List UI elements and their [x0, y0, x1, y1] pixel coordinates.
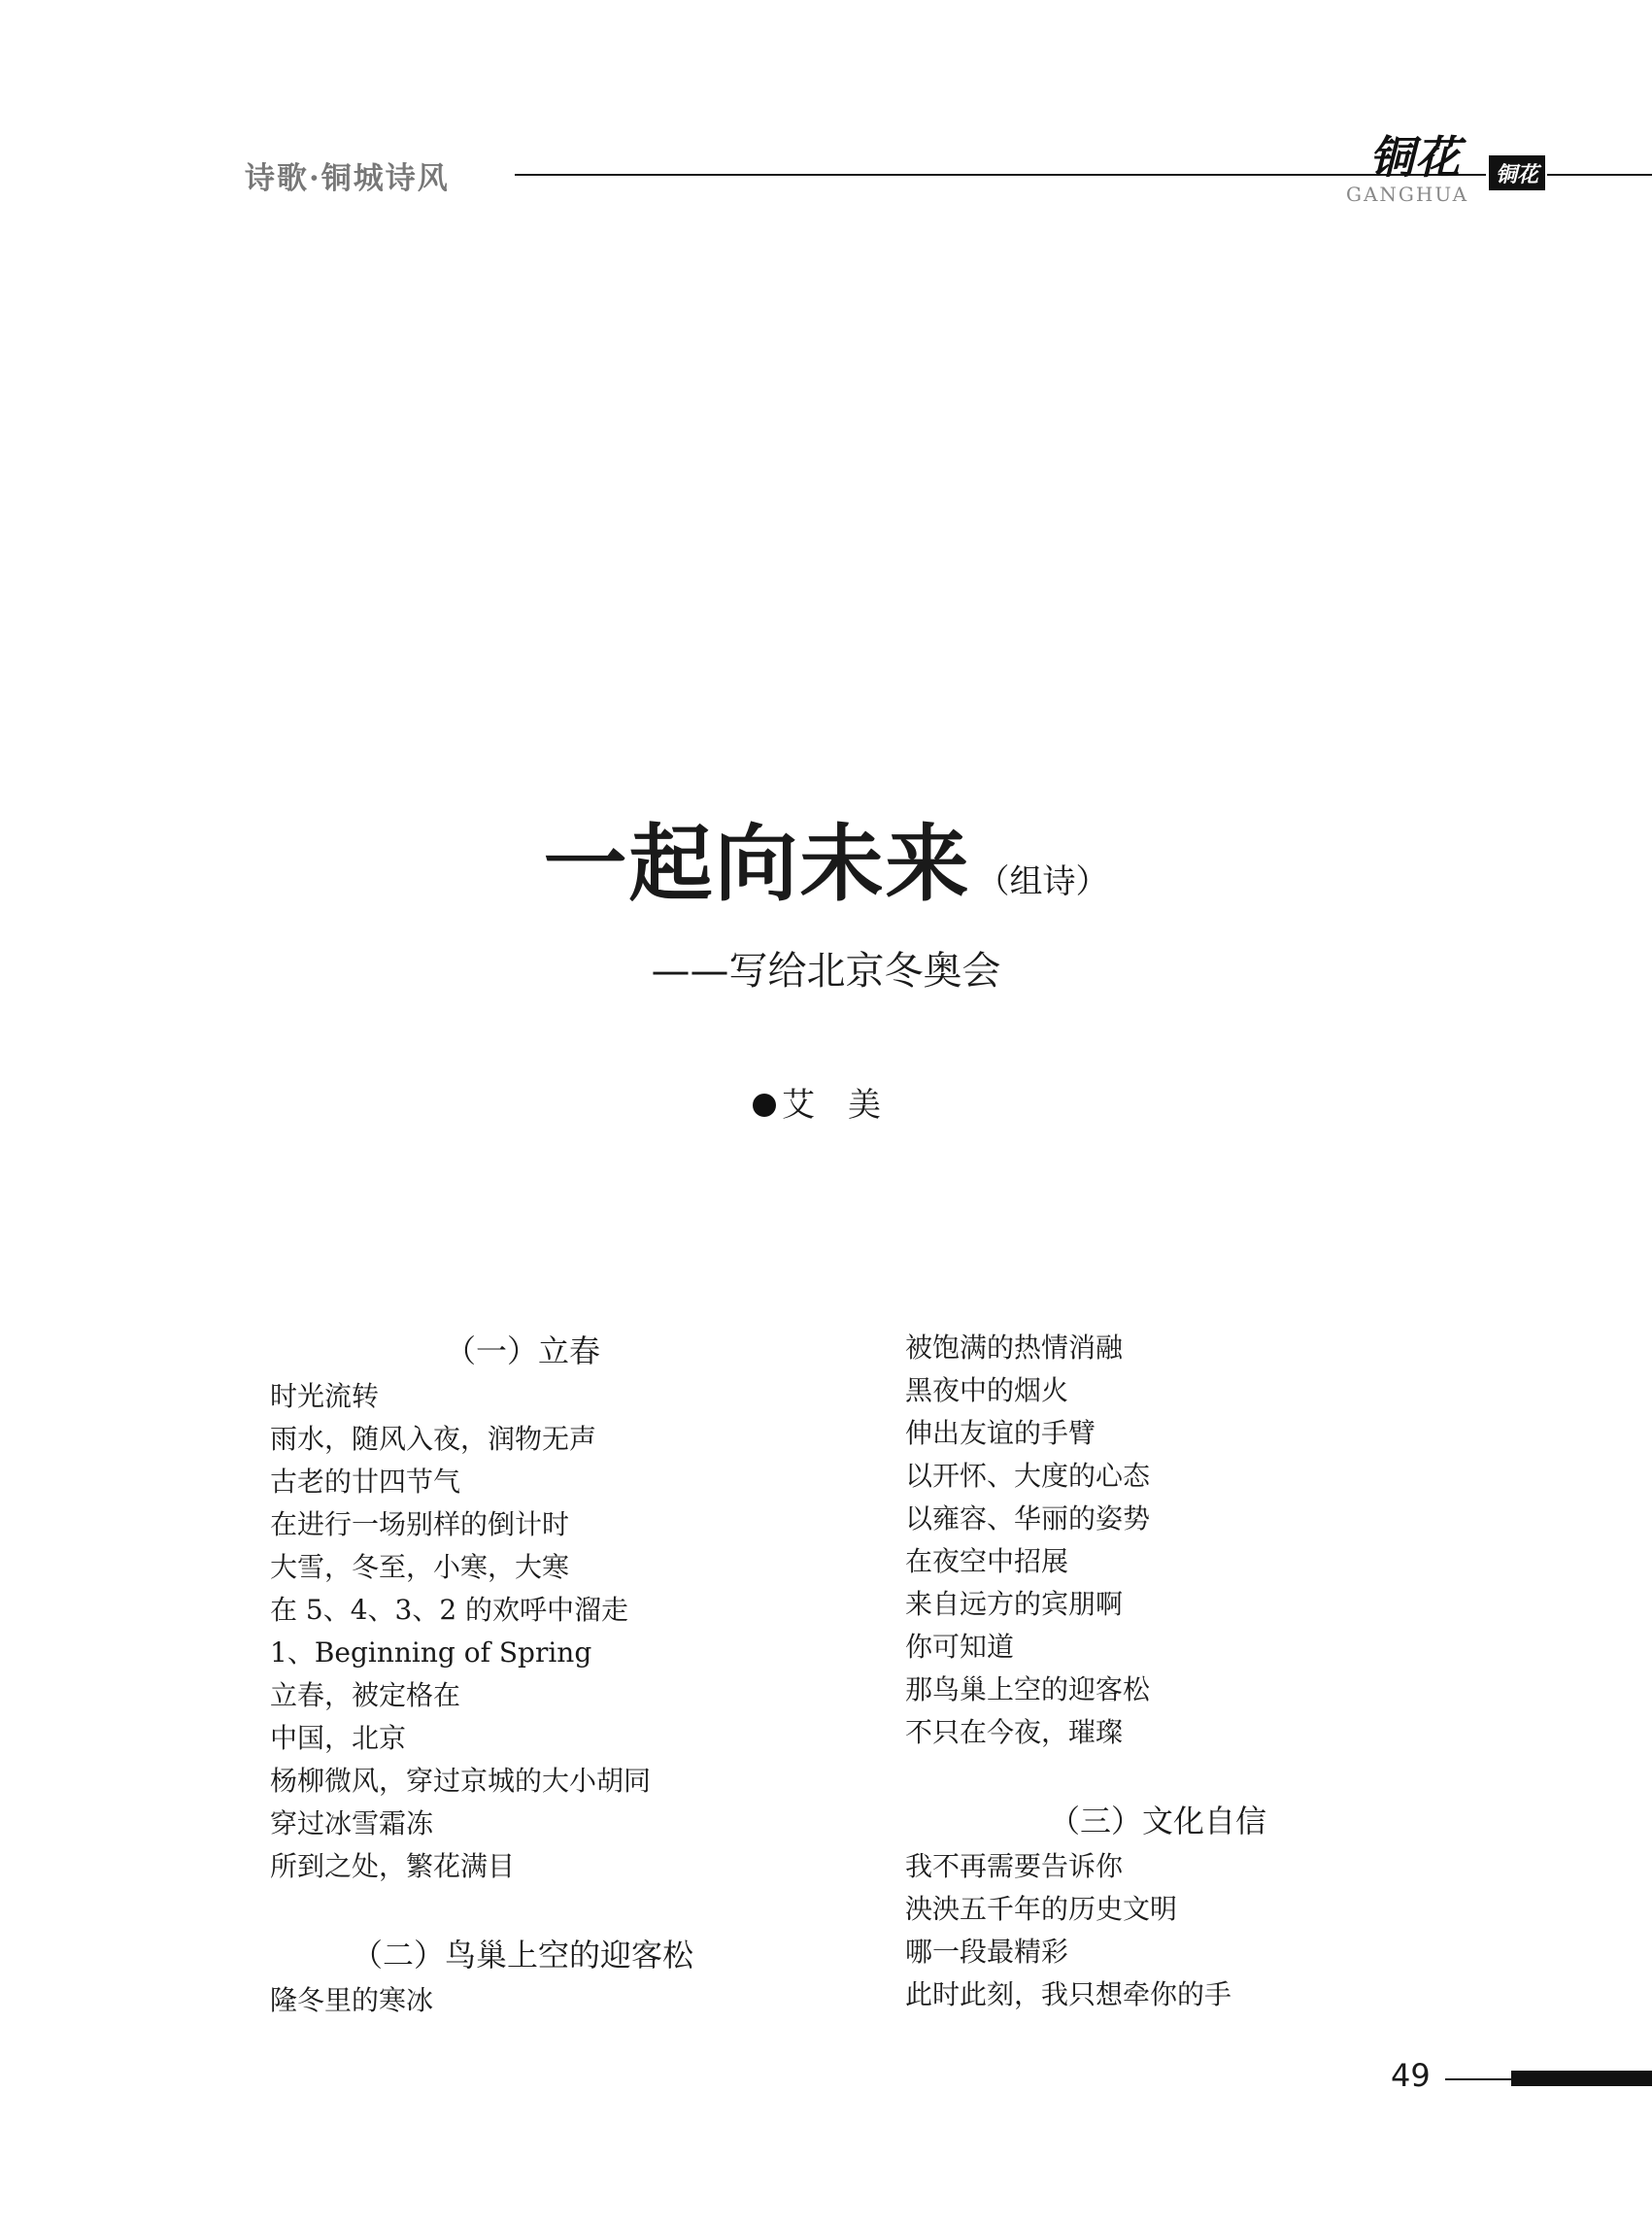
right-column — [905, 1327, 1410, 2016]
poem-line: 中国，北京 — [270, 1722, 407, 1754]
header-rule-right — [1547, 174, 1652, 176]
poem-line: 不只在今夜，璀璨 — [905, 1716, 1124, 1748]
poem-subtitle: ——写给北京冬奥会 — [651, 949, 1001, 994]
header-rule — [515, 174, 1486, 176]
poem-line: 雨水，随风入夜，润物无声 — [270, 1423, 597, 1455]
poem-line: 时光流转 — [270, 1380, 380, 1412]
poem-line: 在进行一场别样的倒计时 — [270, 1508, 570, 1540]
section-heading-1: （一）立春 — [444, 1332, 600, 1369]
magazine-logo: 铜花 — [1369, 131, 1461, 184]
magazine-logo-latin: GANGHUA — [1346, 183, 1469, 206]
poem-line: 所到之处，繁花满目 — [270, 1850, 516, 1882]
poem-title: 一起向未来 — [543, 815, 971, 913]
poem-line: 泱泱五千年的历史文明 — [905, 1893, 1178, 1925]
poem-title-note: （组诗） — [976, 862, 1109, 901]
poem-line: 来自远方的宾朋啊 — [905, 1588, 1124, 1620]
poem-line: 以雍容、华丽的姿势 — [905, 1502, 1151, 1535]
poem-line: 伸出友谊的手臂 — [905, 1417, 1096, 1449]
poem-line: 隆冬里的寒冰 — [270, 1984, 434, 2016]
stanza-gap — [270, 1888, 775, 1931]
author — [753, 1078, 881, 1126]
poem-line: 被饱满的热情消融 — [905, 1332, 1124, 1364]
poem-line: 黑夜中的烟火 — [905, 1374, 1069, 1406]
title-row — [0, 796, 1652, 917]
stanza-gap — [905, 1754, 1410, 1797]
section-label: 诗歌·铜城诗风 — [245, 161, 450, 196]
footer-rule — [1445, 2078, 1511, 2080]
poem-line: 哪一段最精彩 — [905, 1936, 1069, 1968]
poem-line: 穿过冰雪霜冻 — [270, 1807, 434, 1839]
poem-line: 在 5、4、3、2 的欢呼中溜走 — [270, 1594, 629, 1626]
poem-line: 我不再需要告诉你 — [905, 1850, 1124, 1882]
left-column — [270, 1327, 775, 2022]
bullet-icon — [753, 1094, 776, 1117]
poem-line: 杨柳微风，穿过京城的大小胡同 — [270, 1765, 652, 1797]
poem-line: 此时此刻，我只想牵你的手 — [905, 1978, 1232, 2010]
poem-line: 那鸟巢上空的迎客松 — [905, 1673, 1151, 1705]
poem-line: 大雪，冬至，小寒，大寒 — [270, 1551, 570, 1583]
poem-line: 古老的廿四节气 — [270, 1466, 461, 1498]
author-name: 艾 美 — [782, 1086, 881, 1125]
footer-bar — [1511, 2071, 1652, 2086]
poem-line: 你可知道 — [905, 1631, 1015, 1663]
section-heading-3: （三）文化自信 — [1048, 1803, 1266, 1839]
poem-line: 以开怀、大度的心态 — [905, 1460, 1151, 1492]
poem-line: 立春，被定格在 — [270, 1679, 461, 1711]
magazine-logo-box: 铜花 — [1489, 155, 1545, 190]
page-number: 49 — [1391, 2057, 1431, 2094]
section-heading-2: （二）鸟巢上空的迎客松 — [351, 1937, 693, 1973]
poem-line: 在夜空中招展 — [905, 1545, 1069, 1577]
poem-line: 1、Beginning of Spring — [270, 1636, 592, 1669]
